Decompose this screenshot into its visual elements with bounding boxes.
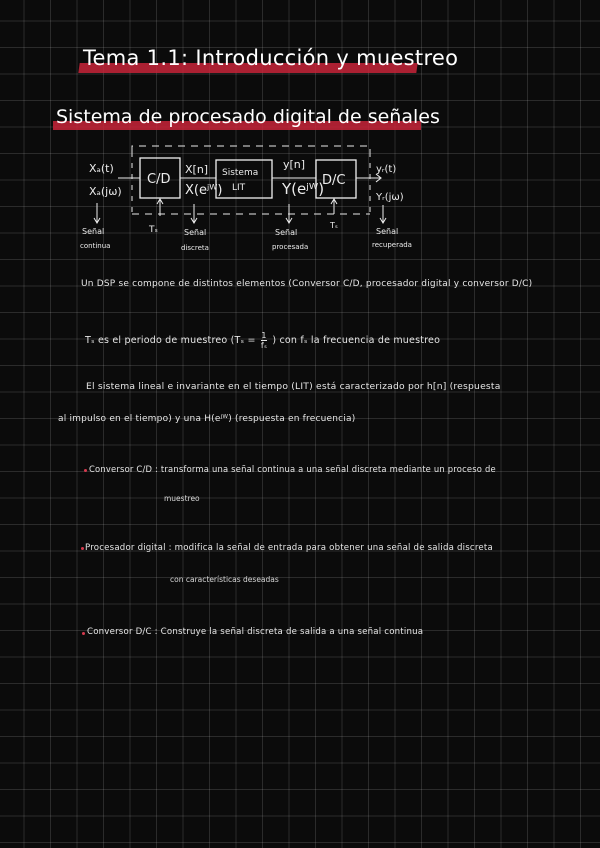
y-ejw-label: Y(eʲᵂ) — [282, 180, 325, 198]
x-n-label: X[n] — [185, 163, 209, 176]
processed-label-2: procesada — [272, 243, 309, 251]
continuous-label-1: Señal — [82, 227, 105, 236]
recovered-label-1: Señal — [376, 227, 399, 236]
paragraph-lti-line-1: El sistema lineal e invariante en el tiempo (LIT) está caracterizado por h[n] (respuesta — [86, 381, 501, 392]
ts-right-label: Tₛ — [330, 221, 338, 230]
system-block-label-1: Sistema — [222, 168, 259, 178]
bullet-cd-line-1: Conversor C/D : transforma una señal continua a una señal discreta mediante un proceso de — [89, 464, 496, 474]
fraction-denominator: fₛ — [260, 341, 268, 350]
page-title: Tema 1.1: Introducción y muestreo — [83, 46, 459, 70]
yr-jw-label: Yᵣ(jω) — [376, 192, 404, 203]
discrete-label-2: discreta — [181, 244, 209, 252]
bullet-processor-line-1: Procesador digital : modifica la señal de entrada para obtener una señal de salida discreta — [85, 543, 493, 553]
fraction-numerator: 1 — [261, 331, 267, 340]
y-n-label: y[n] — [283, 158, 306, 171]
processed-label-1: Señal — [275, 228, 298, 237]
paragraph-sampling-period — [85, 331, 440, 350]
bullet-cd-line-2: muestreo — [164, 494, 200, 503]
xa-jw-label: Xₐ(jω) — [89, 185, 122, 198]
system-block-label-2: LIT — [232, 183, 246, 193]
recovered-label-2: recuperada — [372, 241, 412, 249]
bullet-dot-2 — [81, 547, 84, 550]
discrete-label-1: Señal — [184, 228, 207, 237]
ts-left-label: Tₛ — [149, 225, 158, 235]
dsp-block-diagram — [0, 0, 600, 270]
cd-block-label: C/D — [147, 172, 171, 187]
paragraph-lti-line-2: al impulso en el tiempo) y una H(eʲᵂ) (respuesta en frecuencia) — [58, 414, 356, 424]
bullet-dot-3 — [82, 632, 85, 635]
sampling-frequency-text: ) con fₛ la frecuencia de muestreo — [272, 335, 441, 346]
x-ejw-label: X(eʲᵂ) — [185, 183, 223, 198]
bullet-processor-line-2: con características deseadas — [170, 575, 279, 584]
bullet-dc-line-1: Conversor D/C : Construye la señal discreta de salida a una señal continua — [87, 627, 424, 637]
sampling-period-text: Tₛ es el periodo de muestreo (Tₛ = — [85, 335, 256, 346]
dc-block-label: D/C — [322, 173, 346, 188]
xa-t-label: Xₐ(t) — [89, 162, 114, 175]
bullet-dot-1 — [84, 469, 87, 472]
dsp-boundary-top — [132, 146, 370, 152]
section-title: Sistema de procesado digital de señales — [56, 106, 440, 128]
yr-t-label: yᵣ(t) — [376, 164, 397, 175]
continuous-label-2: continua — [80, 242, 111, 250]
paragraph-dsp-elements: Un DSP se compone de distintos elementos (Conversor C/D, procesador digital y conversor D/C) — [81, 279, 533, 289]
sampling-fraction — [261, 331, 267, 350]
